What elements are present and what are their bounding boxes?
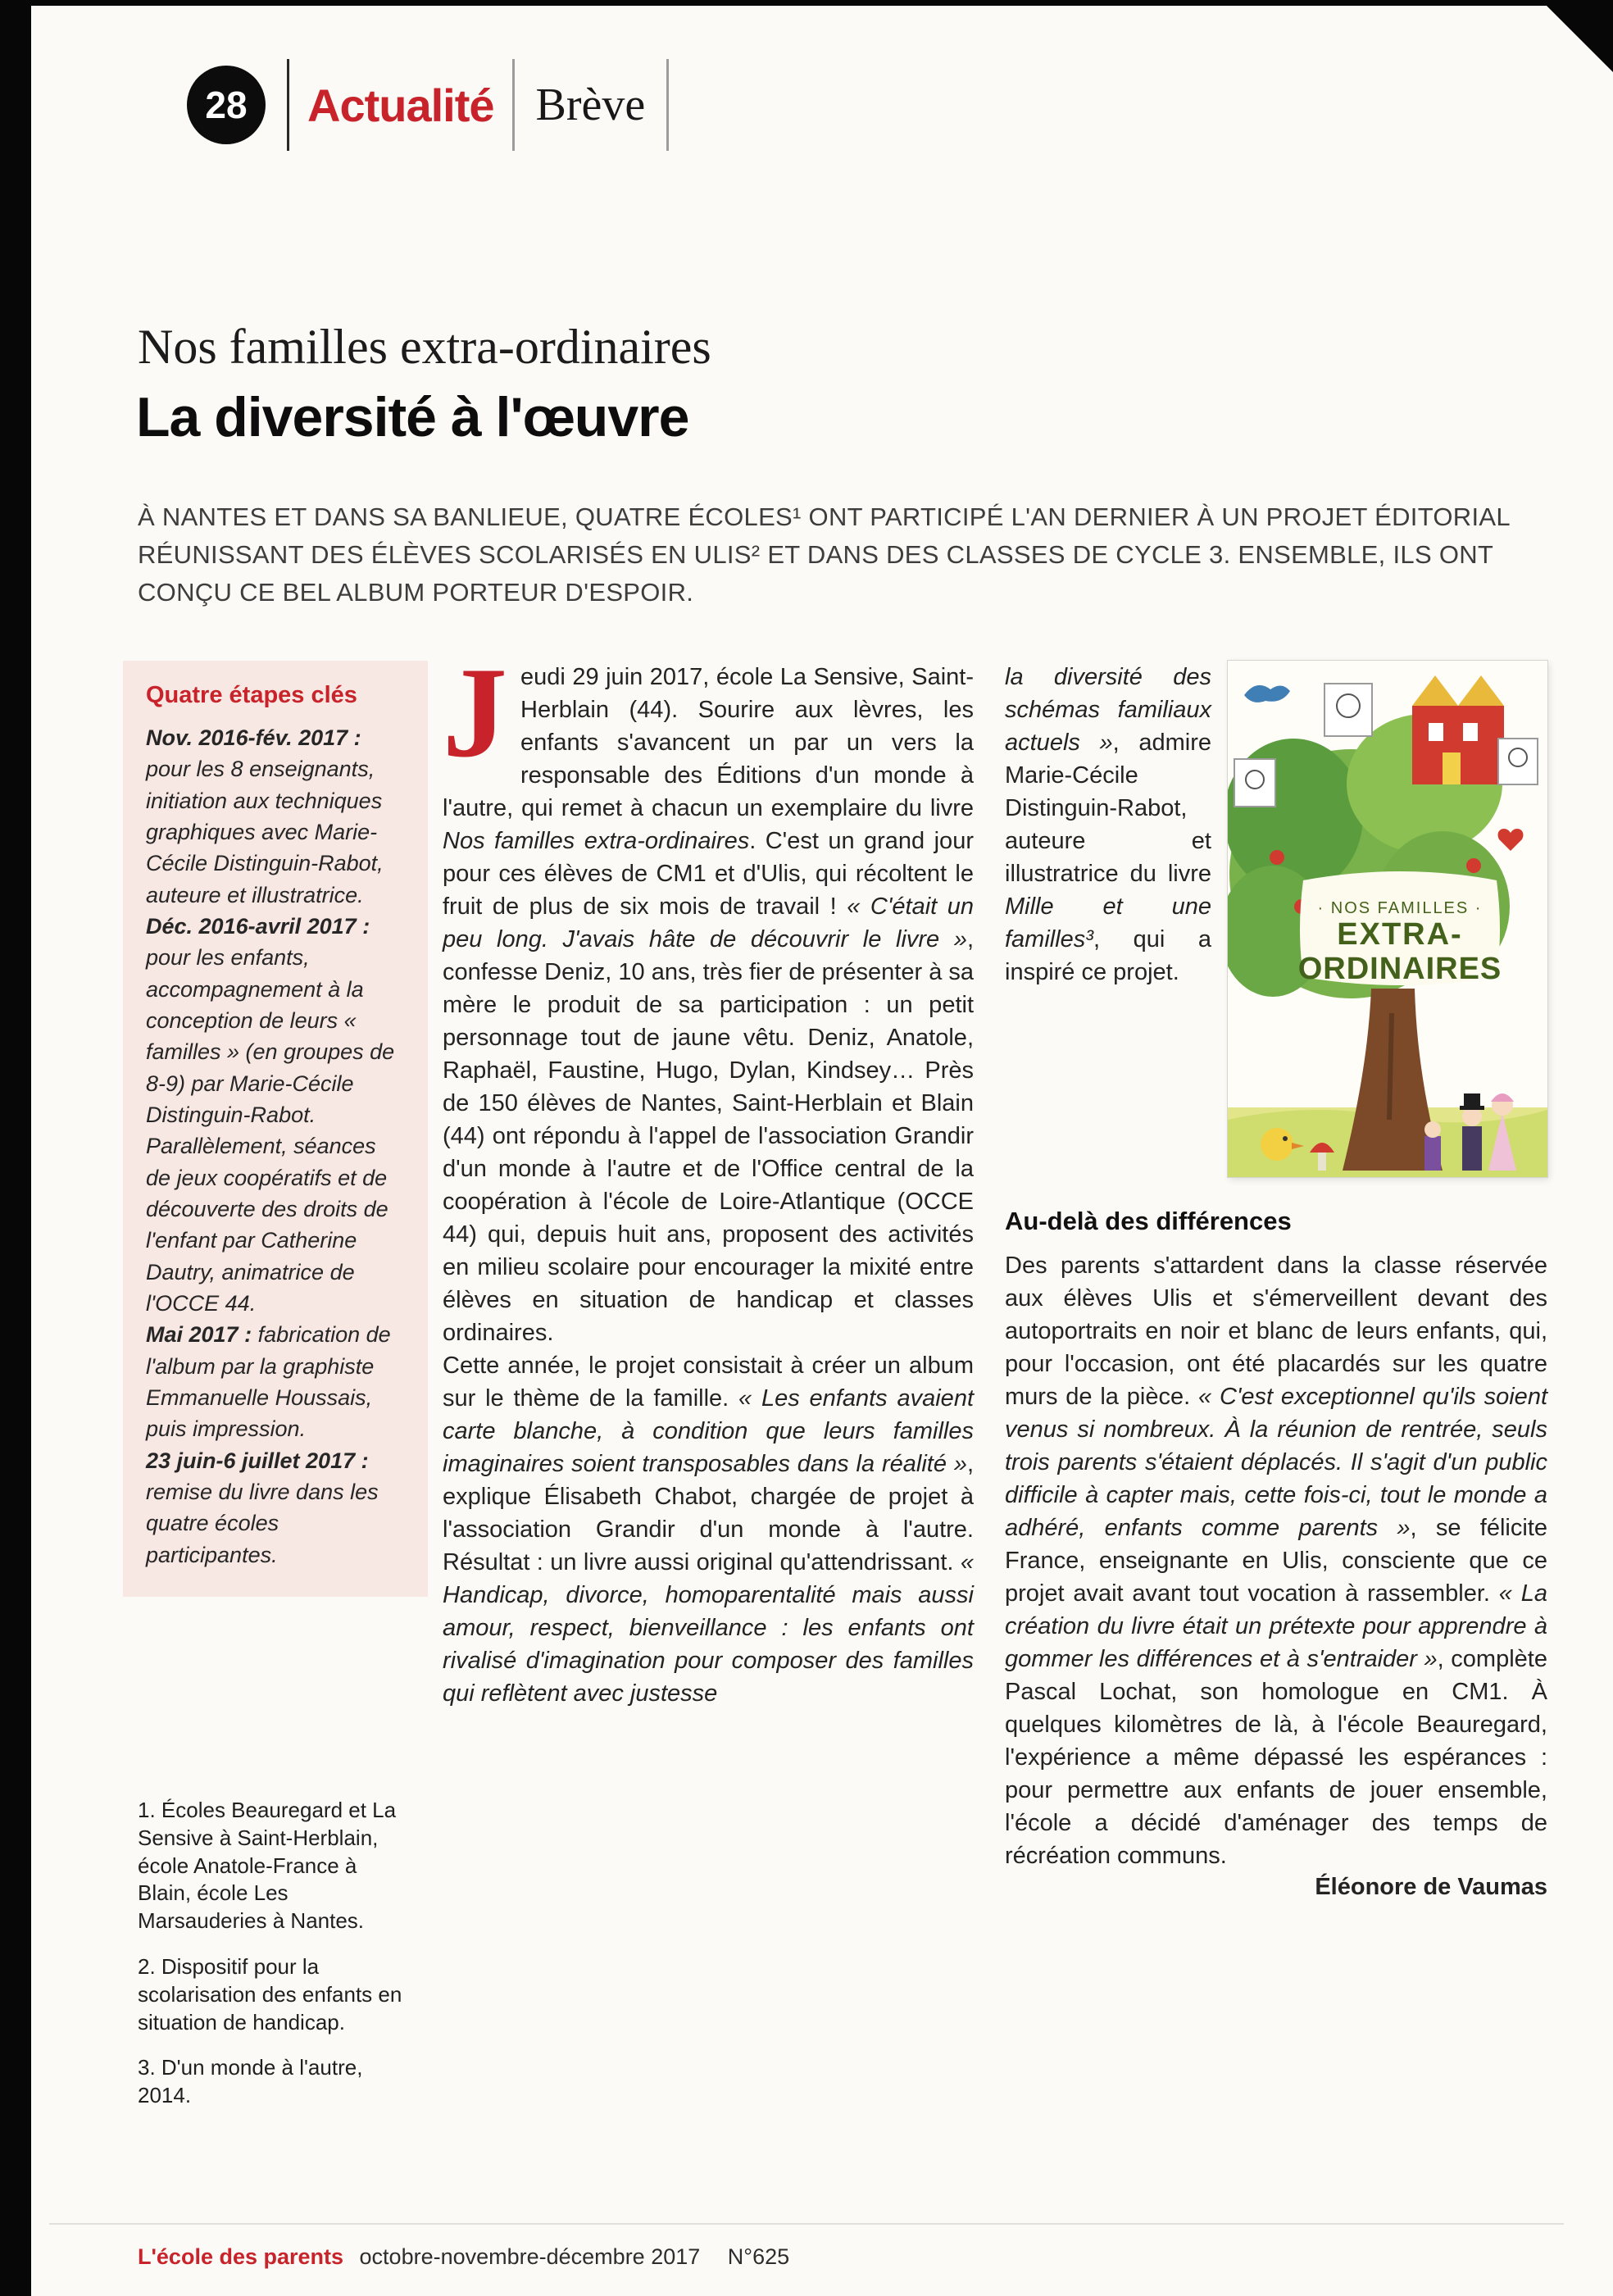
footnote: 3. D'un monde à l'autre, 2014. bbox=[138, 2055, 363, 2108]
article-column-main bbox=[443, 641, 975, 1710]
scan-corner bbox=[1541, 0, 1613, 72]
key-step: 23 juin-6 juillet 2017 : remise du livre dans les quatre écoles participantes. bbox=[146, 1448, 379, 1567]
section-label: Actualité bbox=[307, 79, 494, 131]
key-step: Mai 2017 : fabrication de l'album par la graphiste Emmanuelle Houssais, puis impression. bbox=[146, 1322, 391, 1442]
issue-date: octobre-novembre-décembre 2017 bbox=[359, 2244, 701, 2269]
article-headline: La diversité à l'œuvre bbox=[136, 386, 689, 448]
issue-number: N°625 bbox=[727, 2244, 790, 2269]
article-column-right bbox=[1005, 661, 1547, 1901]
article-paragraph: Cette année, le projet consistait à créer un album sur le thème de la famille. « Les enfants avaient carte blanche, à condition que leurs familles imaginaires soient transposables dans la réalité », explique Élisabeth Chabot, chargée de projet à l'association Grandir d'un monde à l'autre. Résultat : un livre aussi original qu'attendrissant. « Handicap, divorce, homoparentalité mais aussi amour, respect, bienveillance : les enfants ont rivalisé d'imagination pour composer des familles qui reflètent avec justesse bbox=[443, 1353, 975, 1707]
scan-edge-left bbox=[0, 0, 31, 2296]
book-title-top: · NOS FAMILLES · bbox=[1317, 899, 1483, 917]
key-steps-title: Quatre étapes clés bbox=[146, 682, 357, 708]
paragraph-text: eudi 29 juin 2017, école La Sensive, Saint-Herblain (44). Sourire aux lèvres, les enfants s'avancent un par un vers la responsable des Éditions d'un monde à l'autre, qui remet à chacun un exemplaire du livre Nos familles extra-ordinaires. C'est un grand jour pour ces élèves de CM1 et d'Ulis, qui récoltent le fruit de plus de six mois de travail ! « C'était un peu long. J'avais hâte de découvrir le livre », confesse Deniz, 10 ans, très fier de présenter à sa mère le produit de sa participation : un petit personnage tout de jaune vêtu. Deniz, Anatole, Raphaël, Faustine, Hugo, Dylan, Kindsey… Près de 150 élèves de Nantes, Saint-Herblain et Blain (44) ont répondu à l'appel de l'association Grandir d'un monde à l'autre et de l'Office central de la coopération à l'école de Loire-Atlantique (OCCE 44) qui, depuis huit ans, proposent des activités en milieu scolaire pour encourager la mixité entre élèves en situation de handicap et classes ordinaires. bbox=[443, 664, 975, 1346]
book-cover-illustration bbox=[1228, 661, 1547, 1177]
footnotes bbox=[138, 1797, 408, 2128]
author-byline: Éléonore de Vaumas bbox=[1315, 1874, 1547, 1900]
drop-cap: J bbox=[443, 641, 507, 784]
key-step: Nov. 2016-fév. 2017 : pour les 8 enseignants, initiation aux techniques graphiques avec Marie-Cécile Distinguin-Rabot, auteure et illustratrice. bbox=[146, 725, 384, 907]
footer-rule bbox=[49, 2223, 1564, 2225]
page-number-badge bbox=[187, 66, 266, 144]
book-title-bottom: ORDINAIRES bbox=[1297, 952, 1502, 986]
book-title-mid: EXTRA- bbox=[1337, 917, 1463, 952]
scan-edge-top bbox=[0, 0, 1613, 6]
article-paragraph: la diversité des schémas familiaux actuels », admire Marie-Cécile Distinguin-Rabot, auteure et illustratrice du livre Mille et une familles³, qui a inspiré ce projet. bbox=[1005, 664, 1211, 985]
article-paragraph: Des parents s'attardent dans la classe réservée aux élèves Ulis et s'émerveillent devant des autoportraits en noir et blanc de leurs enfants, qui, pour l'occasion, ont été placardés sur les quatre murs de la pièce. « C'est exceptionnel qu'ils soient venus si nombreux. À la réunion de rentrée, seuls trois parents s'étaient déplacés. Il s'agit d'un public difficile à capter mais, cette fois-ci, tout le monde a adhéré, enfants comme parents », se félicite France, enseignante en Ulis, consciente que ce projet avait avant tout vocation à rassembler. « La création du livre était un prétexte pour apprendre à gommer les différences et à s'entraider », complète Pascal Lochat, son homologue en CM1. À quelques kilomètres de là, à l'école Beauregard, l'expérience a même dépassé les espérances : pour permettre aux enfants de jouer ensemble, l'école a décidé d'aménager des temps de récréation communs. bbox=[1005, 1253, 1547, 1869]
masthead-divider bbox=[666, 59, 669, 151]
standfirst: À NANTES ET DANS SA BANLIEUE, QUATRE ÉCOLES¹ ONT PARTICIPÉ L'AN DERNIER À UN PROJET ÉDITORIAL RÉUNISSANT DES ÉLÈVES SCOLARISÉS EN ULIS² ET DANS DES CLASSES DE CYCLE 3. ENSEMBLE, ILS ONT CONÇU CE BEL ALBUM PORTEUR D'ESPOIR. bbox=[138, 502, 1510, 607]
key-steps-box bbox=[123, 661, 428, 1597]
section-heading: Au-delà des différences bbox=[1005, 1207, 1292, 1235]
article-paragraph bbox=[443, 641, 975, 1349]
magazine-title: L'école des parents bbox=[138, 2244, 344, 2269]
subsection-label: Brève bbox=[535, 80, 646, 130]
page-footer bbox=[138, 2244, 1544, 2270]
article-kicker: Nos familles extra-ordinaires bbox=[138, 320, 711, 374]
page-number: 28 bbox=[205, 84, 248, 126]
book-cover-image bbox=[1228, 661, 1547, 1177]
right-top-block bbox=[1005, 661, 1547, 1177]
footnote: 1. Écoles Beauregard et La Sensive à Saint-Herblain, école Anatole-France à Blain, école Les Marsauderies à Nantes. bbox=[138, 1798, 397, 1934]
key-step: Déc. 2016-avril 2017 : pour les enfants, accompagnement à la conception de leurs « familles » (en groupes de 8-9) par Marie-Cécile Distinguin-Rabot. Parallèlement, séances de jeux coopératifs et de découverte des droits de l'enfant par Catherine Dautry, animatrice de l'OCCE 44. bbox=[146, 913, 395, 1316]
footnote: 2. Dispositif pour la scolarisation des enfants en situation de handicap. bbox=[138, 1953, 402, 2035]
masthead bbox=[187, 59, 669, 151]
